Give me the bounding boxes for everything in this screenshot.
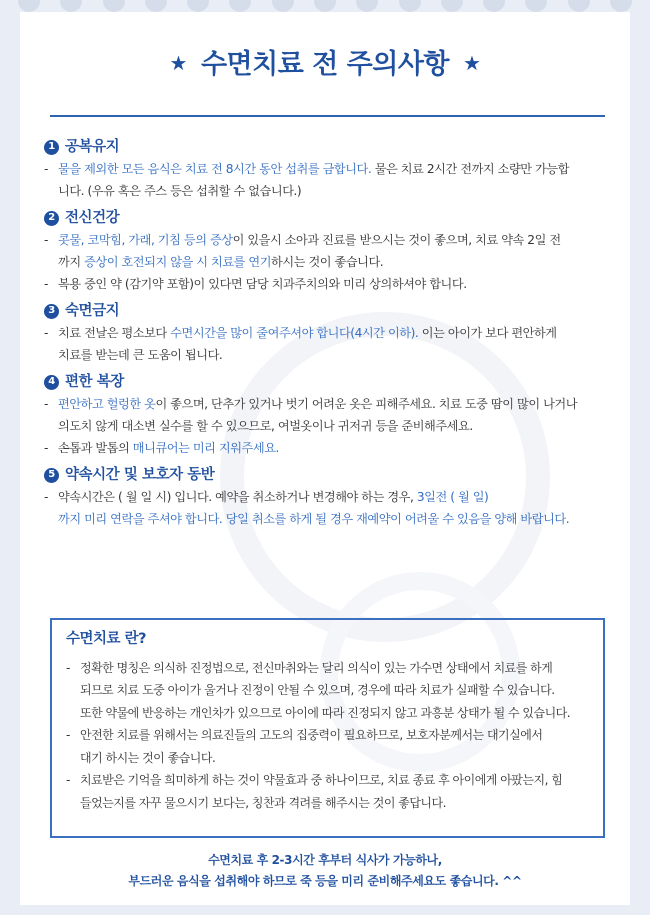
bullet-dash: - [44,162,48,176]
footer-line: 부드러운 음식을 섭취해야 하므로 죽 등을 미리 준비해주세요도 좋습니다. ^^ [128,874,522,888]
body-text: 까지 [58,255,85,269]
binder-hole [399,0,421,12]
section-item-line [44,322,614,344]
body-text: 의도치 않게 대소변 실수를 할 수 있으므로, 여벌옷이나 귀저귀 등을 준비해주세요. [58,419,473,433]
body-text: 치료를 받는데 큰 도움이 됩니다. [58,348,223,362]
info-box [50,618,605,838]
item-text [58,486,488,508]
item-text [58,180,301,202]
item-text [58,415,473,437]
section-item-line [44,437,614,459]
footer-note [20,850,630,892]
body-text: 하시는 것이 좋습니다. [271,255,384,269]
precautions-list [44,136,614,530]
body-text: 니다. (우유 혹은 주스 등은 섭취할 수 없습니다.) [58,184,302,198]
section-heading-text: 공복유지 [65,139,120,155]
highlighted-text: 까지 미리 연락을 주셔야 합니다. 당일 취소를 하게 될 경우 재예약이 어려울 수 있음을 양해 바랍니다. [58,512,570,526]
item-text [58,393,577,415]
info-box-text: 들었는지를 자꾸 물으시기 보다는, 칭찬과 격려를 해주시는 것이 좋답니다. [80,795,446,810]
info-box-line [66,657,589,680]
bullet-dash: - [44,490,48,504]
item-text [58,273,467,295]
info-box-line [66,679,589,702]
binder-hole [525,0,547,12]
section-item-line [44,158,614,180]
footer-line: 수면치료 후 2-3시간 후부터 식사가 가능하나, [208,853,442,867]
highlighted-text: 매니큐어는 미리 지워주세요. [132,441,279,455]
body-text: 약속시간은 ( 월 일 시) 입니다. 예약을 취소하거나 변경해야 하는 경우, [58,490,417,504]
section-number-badge: 5 [44,468,59,483]
section-item-line [44,180,614,202]
item-text [58,158,569,180]
section-heading-text: 숙면금지 [65,303,120,319]
section-number-badge: 3 [44,304,59,319]
bullet-dash: - [44,326,48,340]
binder-hole [356,0,378,12]
info-box-line [66,724,589,747]
binder-hole [60,0,82,12]
info-box-line [66,769,589,792]
section-heading [44,464,614,486]
section-heading-text: 약속시간 및 보호자 동반 [65,467,215,483]
binder-hole [145,0,167,12]
binder-hole [314,0,336,12]
body-text: 이 좋으며, 단추가 있거나 벗기 어려운 옷은 피해주세요. 치료 도중 땀이 많이 나거나 [155,397,578,411]
section-item-line [44,251,614,273]
binder-hole [610,0,632,12]
section-item-line [44,415,614,437]
bullet-dash [44,415,58,437]
info-box-items [66,657,589,815]
item-text [58,229,561,251]
info-box-text: 또한 약물에 반응하는 개인차가 있으므로 아이에 따라 진정되지 않고 과흥분 상태가 될 수 있습니다. [80,705,571,720]
section-heading [44,207,614,229]
bullet-dash: - [44,233,48,247]
info-box-text: 대기 하시는 것이 좋습니다. [80,750,216,765]
page-title [20,42,630,81]
highlighted-text: 콧물, 코막힘, 가래, 기침 등의 증상 [58,233,233,247]
binder-hole [441,0,463,12]
page-title-text: 수면치료 전 주의사항 [200,49,450,80]
highlighted-text: 물을 제외한 모든 음식은 치료 전 8시간 동안 섭취를 금합니다. [58,162,372,176]
bullet-dash [66,792,80,815]
binder-hole [103,0,125,12]
bullet-dash: - [44,397,48,411]
bullet-dash: - [66,660,70,675]
binder-hole [568,0,590,12]
star-icon: ★ [169,51,187,75]
bullet-dash [66,679,80,702]
item-text [58,437,279,459]
highlighted-text: 편안하고 헐렁한 옷 [58,397,156,411]
item-text [58,344,222,366]
highlighted-text: 증상이 호전되지 않을 시 치료를 연기 [84,255,272,269]
highlighted-text: 수면시간을 많이 줄여주셔야 합니다(4시간 이하). [170,326,419,340]
item-text [58,508,569,530]
section-item-line [44,486,614,508]
highlighted-text: 3일전 ( 월 일) [416,490,489,504]
bullet-dash: - [44,441,48,455]
section-number-badge: 2 [44,211,59,226]
section-heading [44,300,614,322]
item-text [58,322,557,344]
title-divider [50,115,605,117]
info-box-line [66,792,589,815]
section-item-line [44,273,614,295]
binder-hole [272,0,294,12]
info-box-text: 되므로 치료 도중 아이가 울거나 진정이 안될 수 있으며, 경우에 따라 치료가 실패할 수 있습니다. [80,683,555,697]
bullet-dash [44,251,58,273]
section-number-badge: 1 [44,140,59,155]
bullet-dash [66,747,80,770]
info-box-text: 치료받은 기억을 희미하게 하는 것이 약물효과 중 하나이므로, 치료 종료 후 아이에게 아팠는지, 힘 [80,773,563,787]
bullet-dash: - [66,728,70,742]
binder-hole [229,0,251,12]
bullet-dash [44,344,58,366]
section-number-badge: 4 [44,375,59,390]
binder-hole [483,0,505,12]
section-heading-text: 전신건강 [65,210,120,226]
section-item-line [44,508,614,530]
section-heading [44,136,614,158]
info-box-line [66,702,589,725]
section-item-line [44,344,614,366]
info-box-text: 정확한 명칭은 의식하 진정법으로, 전신마취와는 달리 의식이 있는 가수면 상태에서 치료를 하게 [80,660,553,675]
info-box-line [66,747,589,770]
star-icon: ★ [463,51,481,75]
section-item-line [44,229,614,251]
body-text: 물은 치료 2시간 전까지 소량만 가능합 [371,162,570,176]
item-text [58,251,383,273]
bullet-dash [44,180,58,202]
body-text: 손톱과 발톱의 [58,441,133,455]
body-text: 치료 전날은 평소보다 [58,326,171,340]
bullet-dash: - [66,773,70,787]
bullet-dash [44,508,58,530]
bullet-dash: - [44,277,48,291]
body-text: 이는 아이가 보다 편안하게 [418,326,557,340]
info-box-title: 수면치료 란? [66,631,146,647]
bullet-dash [66,702,80,725]
section-heading [44,371,614,393]
body-text: 이 있을시 소아과 진료를 받으시는 것이 좋으며, 치료 약속 2일 전 [232,233,561,247]
body-text: 복용 중인 약 (감기약 포함)이 있다면 담당 치과주치의와 미리 상의하셔야 합니다. [58,277,467,291]
info-box-text: 안전한 치료를 위해서는 의료진들의 고도의 집중력이 필요하므로, 보호자분께서는 대기실에서 [80,728,543,742]
binder-hole [187,0,209,12]
section-heading-text: 편한 복장 [65,374,124,390]
binder-hole [18,0,40,12]
notice-sheet [20,12,630,905]
section-item-line [44,393,614,415]
